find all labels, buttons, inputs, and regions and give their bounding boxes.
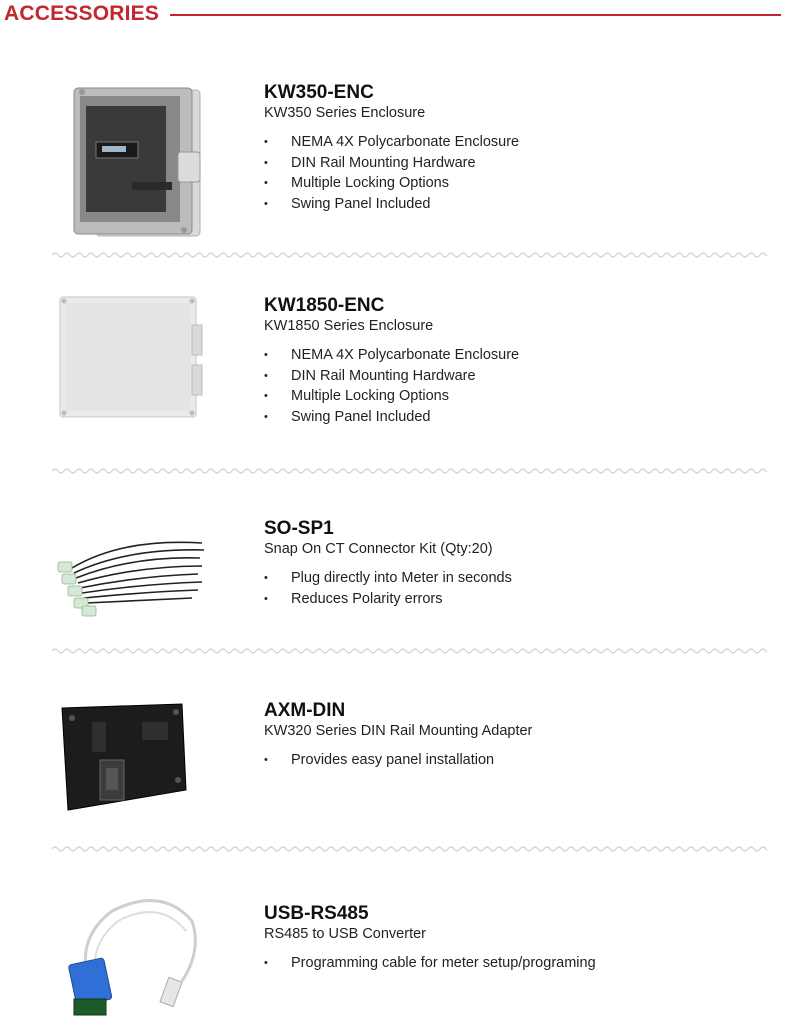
feature-item: • Multiple Locking Options [264,173,519,194]
feature-item: • Multiple Locking Options [264,386,519,407]
divider [52,250,767,260]
feature-list [264,568,512,609]
din-rail-adapter-image [52,700,212,830]
product-subtitle: KW320 Series DIN Rail Mounting Adapter [264,723,533,739]
product-info [264,82,519,214]
feature-item: • Swing Panel Included [264,407,519,428]
product-title: USB-RS485 [264,903,369,924]
divider [52,844,767,854]
divider [52,646,767,656]
product-info [264,518,512,609]
feature-item: • Reduces Polarity errors [264,589,512,610]
kw1850-enclosure-image [52,295,212,425]
feature-item: • DIN Rail Mounting Hardware [264,366,519,387]
product-subtitle: KW350 Series Enclosure [264,105,426,121]
feature-list [264,953,596,974]
product-info [264,295,519,427]
feature-item: • Plug directly into Meter in seconds [264,568,512,589]
product-subtitle: Snap On CT Connector Kit (Qty:20) [264,541,493,557]
feature-item: • DIN Rail Mounting Hardware [264,153,519,174]
product-info [264,700,532,771]
product-subtitle: KW1850 Series Enclosure [264,318,434,334]
feature-list [264,345,519,427]
feature-item: • Provides easy panel installation [264,750,532,771]
section-title: ACCESSORIES [4,2,160,25]
ct-connector-kit-image [52,518,212,618]
product-info [264,903,596,974]
feature-list [264,750,532,771]
divider [52,466,767,476]
product-title: KW1850-ENC [264,295,385,316]
feature-item: • Swing Panel Included [264,194,519,215]
section-header [0,0,789,30]
feature-list [264,132,519,214]
feature-item: • Programming cable for meter setup/programing [264,953,596,974]
product-title: AXM-DIN [264,700,346,721]
feature-item: • NEMA 4X Polycarbonate Enclosure [264,345,519,366]
kw350-enclosure-image [52,82,212,242]
product-title: SO-SP1 [264,518,334,539]
product-title: KW350-ENC [264,82,374,103]
product-subtitle: RS485 to USB Converter [264,926,426,942]
usb-converter-image [52,881,212,1021]
header-rule [170,14,781,16]
feature-item: • NEMA 4X Polycarbonate Enclosure [264,132,519,153]
